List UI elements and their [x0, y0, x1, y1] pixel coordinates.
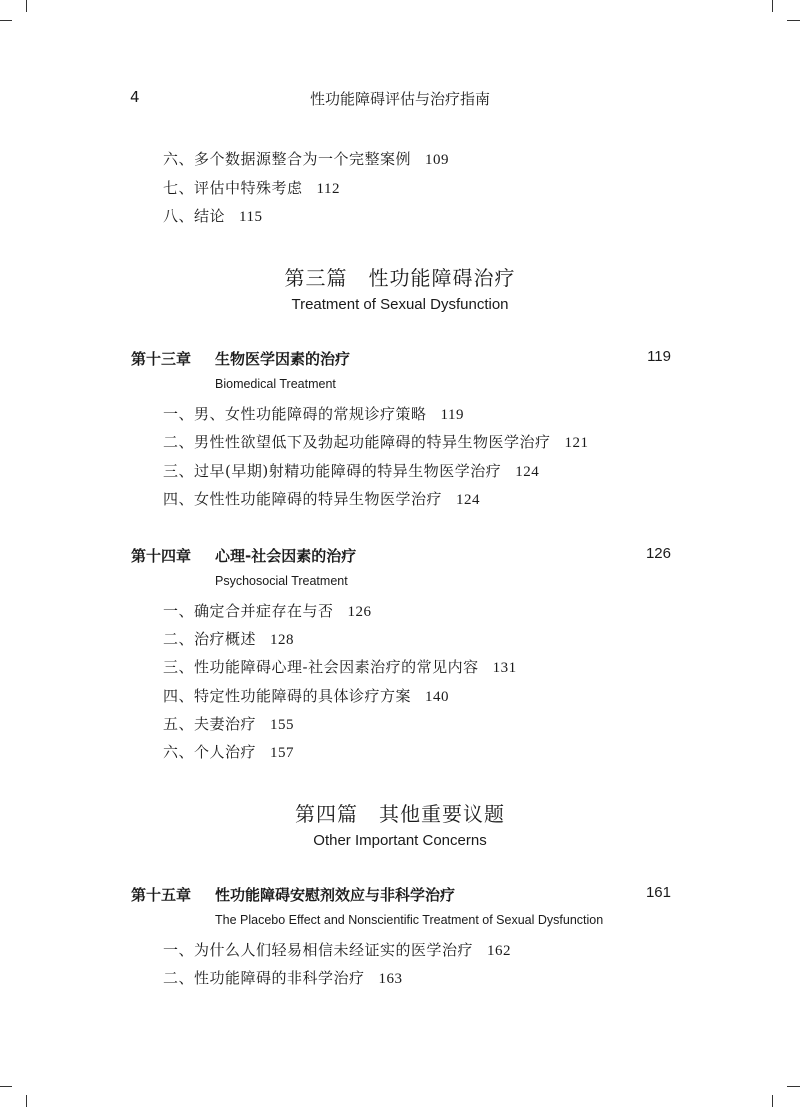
chapter-english-title: Psychosocial Treatment — [215, 574, 348, 588]
crop-mark — [787, 1086, 800, 1087]
chapter-page: 119 — [647, 348, 671, 365]
toc-item-text: 五、夫妻治疗 — [163, 715, 257, 733]
chapter-title: 性功能障碍安慰剂效应与非科学治疗 — [215, 886, 456, 904]
toc-item — [163, 460, 539, 481]
toc-item-text: 四、特定性功能障碍的具体诊疗方案 — [163, 687, 412, 705]
crop-mark — [26, 1095, 27, 1107]
toc-item — [163, 205, 262, 226]
toc-item — [163, 685, 449, 706]
toc-item — [163, 600, 372, 621]
toc-item — [163, 656, 517, 677]
running-title: 性功能障碍评估与治疗指南 — [309, 90, 490, 108]
chapter-heading — [131, 884, 671, 906]
crop-mark — [0, 20, 12, 21]
toc-item-page: 131 — [492, 660, 517, 676]
toc-item-page: 119 — [440, 407, 464, 423]
toc-item-text: 七、评估中特殊考虑 — [163, 179, 303, 197]
toc-item — [163, 148, 449, 169]
toc-item-text: 四、女性性功能障碍的特异生物医学治疗 — [163, 490, 443, 508]
toc-item-page: 115 — [239, 209, 263, 225]
chapter-english-title: Biomedical Treatment — [215, 377, 336, 391]
crop-mark — [772, 1095, 773, 1107]
chapter-title: 心理-社会因素的治疗 — [215, 547, 357, 565]
chapter-title: 生物医学因素的治疗 — [215, 350, 351, 368]
toc-item-text: 二、男性性欲望低下及勃起功能障碍的特异生物医学治疗 — [163, 433, 551, 451]
chapter-number: 第十五章 — [131, 886, 192, 904]
chapter-english-title: The Placebo Effect and Nonscientific Treatment of Sexual Dysfunction — [215, 913, 604, 927]
crop-mark — [0, 1086, 12, 1087]
toc-item — [163, 488, 480, 509]
toc-item-page: 109 — [425, 152, 450, 168]
chapter-number: 第十三章 — [131, 350, 192, 368]
toc-item-page: 140 — [425, 689, 450, 705]
toc-item-page: 121 — [564, 435, 589, 451]
toc-item-page: 128 — [270, 632, 295, 648]
page-number: 4 — [130, 88, 140, 106]
toc-item-page: 112 — [316, 181, 340, 197]
chapter-page: 126 — [645, 545, 671, 562]
toc-item-page: 155 — [270, 717, 295, 733]
toc-item — [163, 741, 294, 762]
crop-mark — [772, 0, 773, 12]
toc-item-page: 157 — [270, 745, 295, 761]
toc-item-text: 二、性功能障碍的非科学治疗 — [163, 969, 365, 987]
toc-item-text: 六、个人治疗 — [163, 743, 257, 761]
part-subtitle: Treatment of Sexual Dysfunction — [291, 296, 509, 313]
crop-mark — [787, 20, 800, 21]
toc-item-page: 162 — [487, 943, 512, 959]
part-subtitle: Other Important Concerns — [313, 832, 487, 849]
chapter-page: 161 — [645, 884, 671, 901]
toc-item-text: 一、男、女性功能障碍的常规诊疗策略 — [163, 405, 427, 423]
toc-item-page: 163 — [378, 971, 403, 987]
toc-item-text: 八、结论 — [163, 207, 226, 225]
chapter-number: 第十四章 — [131, 547, 192, 565]
toc-item — [163, 177, 340, 198]
chapter-heading — [131, 348, 671, 370]
part-title: 第四篇 其他重要议题 — [295, 802, 505, 826]
toc-item-text: 一、为什么人们轻易相信未经证实的医学治疗 — [163, 941, 474, 959]
toc-item — [163, 713, 294, 734]
toc-item — [163, 403, 464, 424]
page-header — [0, 88, 800, 112]
crop-mark — [26, 0, 27, 12]
toc-item — [163, 628, 294, 649]
toc-item-page: 124 — [456, 492, 481, 508]
toc-item-page: 126 — [347, 604, 372, 620]
toc-item — [163, 431, 589, 452]
toc-item-text: 二、治疗概述 — [163, 630, 257, 648]
toc-item-text: 三、过早(早期)射精功能障碍的特异生物医学治疗 — [163, 462, 502, 480]
chapter-heading — [131, 545, 671, 567]
part-title: 第三篇 性功能障碍治疗 — [284, 266, 516, 290]
toc-item — [163, 939, 511, 960]
toc-item-text: 三、性功能障碍心理-社会因素治疗的常见内容 — [163, 658, 479, 676]
toc-item — [163, 967, 403, 988]
toc-item-text: 六、多个数据源整合为一个完整案例 — [163, 150, 412, 168]
toc-item-text: 一、确定合并症存在与否 — [163, 602, 334, 620]
toc-item-page: 124 — [515, 464, 540, 480]
